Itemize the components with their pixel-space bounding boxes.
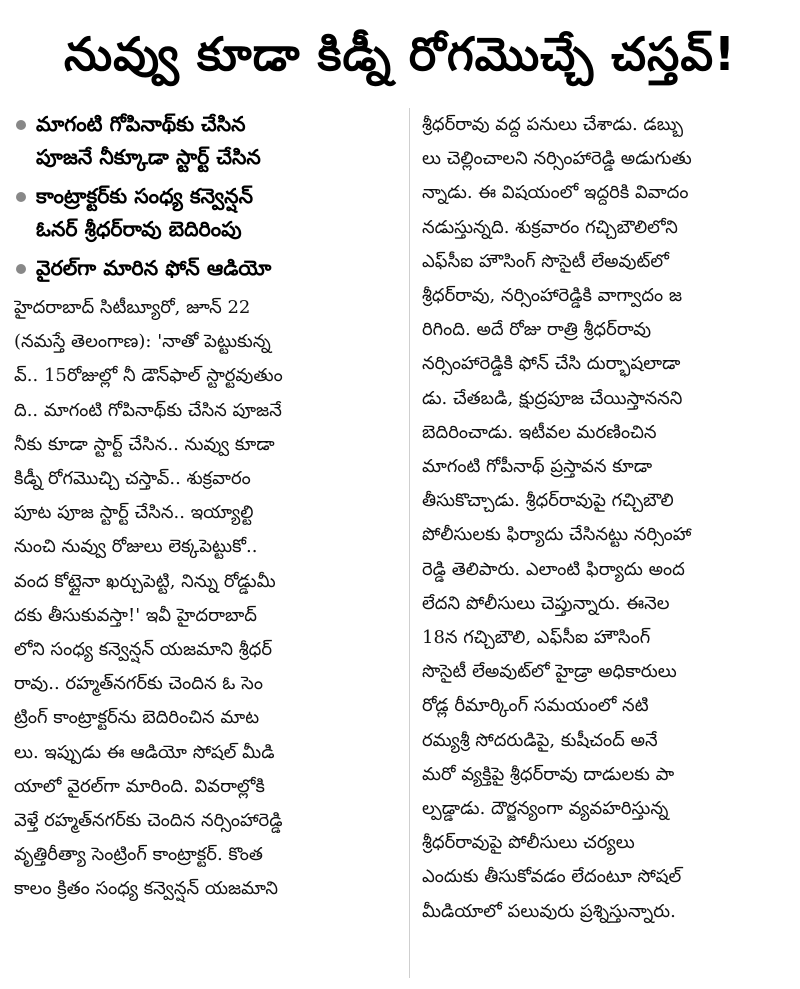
body-line: నడుస్తున్నది. శుక్రవారం గచ్చిబౌలిలోని xyxy=(422,216,678,238)
body-line: శ్రీధర్‌రావు వద్ద పనులు చేశాడు. డబ్బు xyxy=(422,114,684,135)
body-line: లేదని పోలీసులు చెప్తున్నారు. ఈనెల xyxy=(422,592,670,614)
right-column xyxy=(410,108,786,978)
body-line: దకు తీసుకువస్తా!' ఇవీ హైదరాబాద్ xyxy=(14,604,257,626)
bullet-line: వైరల్‌గా మారిన ఫోన్ ఆడియో xyxy=(36,256,272,280)
body-line: (నమస్తే తెలంగాణ): 'నాతో పెట్టుకున్న xyxy=(14,331,271,353)
bullet-text xyxy=(36,252,271,285)
bullet-line: పూజనే నీక్కూడా స్టార్ట్ చేసిన xyxy=(36,145,261,169)
bullet-line: ఓనర్ శ్రీధర్‌రావు బెదిరింపు xyxy=(36,217,242,241)
body-line: వ్.. 15రోజుల్లో నీ డౌన్‌ఫాల్ స్టార్టవుతుం xyxy=(14,365,283,387)
body-line: ఎందుకు తీసుకోవడం లేదంటూ సోషల్ xyxy=(422,866,682,888)
body-line: మాగంటి గోపీనాథ్ ప్రస్తావన కూడా xyxy=(422,456,653,478)
body-line: 18న గచ్చిబౌలి, ఎఫ్‌సీఐ హౌసింగ్ xyxy=(422,627,651,649)
body-line: న్నాడు. ఈ విషయంలో ఇద్దరికి వివాదం xyxy=(422,182,689,204)
body-line: సొసైటీ లేఅవుట్‌లో హైడ్రా అధికారులు xyxy=(422,661,677,683)
bullet-text xyxy=(36,180,253,246)
body-line: రెడ్డి తెలిపారు. ఎలాంటి ఫిర్యాదు అంద xyxy=(422,558,685,580)
body-line: శ్రీధర్‌రావు, నర్సింహారెడ్డికి వాగ్వాదం జ xyxy=(422,285,683,307)
highlight-bullets xyxy=(14,108,399,285)
bullet-dot-icon xyxy=(16,120,26,130)
body-line: శ్రీధర్‌రావుపై పోలీసులు చర్యలు xyxy=(422,832,635,854)
body-line: ట్రింగ్ కాంట్రాక్టర్‌ను బెదిరించిన మాట xyxy=(14,707,260,729)
body-line: వెళ్తే రహ్మత్‌నగర్‌కు చెందిన నర్సింహారెడ్డి xyxy=(14,810,283,832)
body-line: పోలీసులకు ఫిర్యాదు చేసినట్టు నర్సింహా xyxy=(422,524,692,546)
right-body-text xyxy=(422,108,786,929)
body-line: ది.. మాగంటి గోపినాథ్‌కు చేసిన పూజనే xyxy=(14,399,282,421)
body-line: నీకు కూడా స్టార్ట్ చేసిన.. నువ్వు కూడా xyxy=(14,433,275,455)
bullet-line: మాగంటి గోపినాథ్‌కు చేసిన xyxy=(36,112,246,136)
body-line: ల్పడ్డాడు. దౌర్జన్యంగా వ్యవహరిస్తున్న xyxy=(422,798,669,820)
body-line: లు చెల్లించాలని నర్సింహారెడ్డి అడుగుతు xyxy=(422,148,692,170)
bullet-item xyxy=(14,108,399,174)
bullet-item xyxy=(14,180,399,246)
body-line: ఎఫ్‌సీఐ హౌసింగ్ సొసైటీ లేఅవుట్‌లో xyxy=(422,250,669,272)
body-line: బెదిరించాడు. ఇటీవల మరణించిన xyxy=(422,421,657,443)
body-line: రావు.. రహ్మత్‌నగర్‌కు చెందిన ఓ సెం xyxy=(14,673,263,695)
body-line: డు. చేతబడి, క్షుద్రపూజ చేయిస్తాననని xyxy=(422,387,683,409)
body-line: నర్సింహారెడ్డికి ఫోన్ చేసి దుర్భాషలాడా xyxy=(422,353,681,375)
body-line: కిడ్నీ రోగమొచ్చి చస్తావ్.. శుక్రవారం xyxy=(14,468,251,490)
body-line: కాలం క్రితం సంధ్య కన్వెన్షన్ యజమాని xyxy=(14,878,279,900)
left-body-text xyxy=(14,291,399,907)
headline: నువ్వు కూడా కిడ్నీ రోగమొచ్చే చస్తవ్! xyxy=(63,27,737,81)
body-line: నుంచి నువ్వు రోజులు లెక్కపెట్టుకో.. xyxy=(14,536,258,558)
article-columns xyxy=(14,108,786,978)
body-line: రోడ్ల రీమార్కింగ్ సమయంలో నటి xyxy=(422,695,649,717)
bullet-text xyxy=(36,108,261,174)
body-line: వంద కోట్లైనా ఖర్చుపెట్టి, నిన్ను రోడ్డుమీ xyxy=(14,570,276,592)
body-line: రిగింది. అదే రోజు రాత్రి శ్రీధర్‌రావు xyxy=(422,319,652,341)
bullet-dot-icon xyxy=(16,192,26,202)
body-line: పూట పూజ స్టార్ట్ చేసిన.. ఇయ్యాల్టి xyxy=(14,502,254,524)
body-line: రమ్యశ్రీ సోదరుడిపై, కుషీచంద్ అనే xyxy=(422,729,658,751)
bullet-dot-icon xyxy=(16,264,26,274)
left-column xyxy=(14,108,410,978)
body-line: యాలో వైరల్‌గా మారింది. వివరాల్లోకి xyxy=(14,775,265,797)
body-line: మరో వ్యక్తిపై శ్రీధర్‌రావు దాడులకు పా xyxy=(422,763,675,785)
body-line: తీసుకొచ్చాడు. శ్రీధర్‌రావుపై గచ్చిబౌలి xyxy=(422,490,674,512)
bullet-line: కాంట్రాక్టర్‌కు సంధ్య కన్వెన్షన్ xyxy=(36,184,253,208)
body-line: మీడియాలో పలువురు ప్రశ్నిస్తున్నారు. xyxy=(422,900,676,922)
body-line: హైదరాబాద్ సిటీబ్యూరో, జూన్ 22 xyxy=(14,297,251,318)
body-line: వృత్తిరీత్యా సెంట్రింగ్ కాంట్రాక్టర్. కొంత xyxy=(14,844,263,866)
body-line: లోని సంధ్య కన్వెన్షన్ యజమాని శ్రీధర్ xyxy=(14,639,273,661)
bullet-item xyxy=(14,252,399,285)
body-line: లు. ఇప్పుడు ఈ ఆడియో సోషల్ మీడి xyxy=(14,741,275,763)
